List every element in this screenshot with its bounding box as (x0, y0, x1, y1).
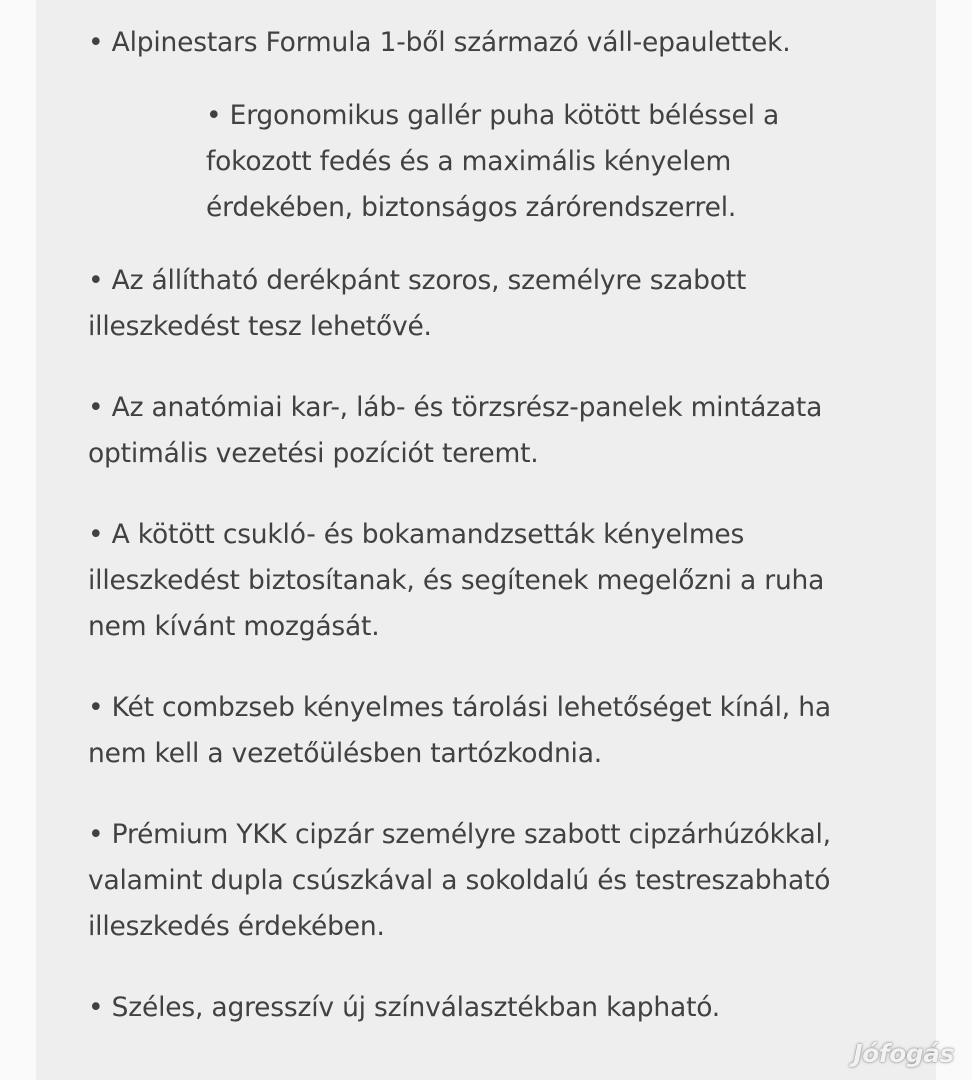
feature-bullet-thigh-pockets: • Két combzseb kényelmes tárolási lehetőséget kínál, ha nem kell a vezetőülésben tartózkodnia. (88, 692, 831, 769)
feature-bullet-anatomical-panels: • Az anatómiai kar-, láb- és törzsrész-panelek mintázata optimális vezetési pozíciót teremt. (88, 392, 823, 469)
jofogas-watermark: Jófogás (853, 1039, 954, 1068)
feature-bullet-collar: • Ergonomikus gallér puha kötött béléssel a fokozott fedés és a maximális kényelem érdekében, biztonságos zárórendszerrel. (206, 100, 780, 223)
feature-bullet-ykk-zipper: • Prémium YKK cipzár személyre szabott cipzárhúzókkal, valamint dupla csúszkával a sokoldalú és testreszabható illeszkedés érdekében. (88, 819, 831, 942)
feature-list (88, 20, 888, 1066)
left-margin (0, 0, 36, 1080)
feature-bullet-cuffs: • A kötött csukló- és bokamandzsetták kényelmes illeszkedést biztosítanak, és segítenek megelőzni a ruha nem kívánt mozgását. (88, 519, 825, 642)
feature-bullet-shoulder-epaulettes: • Alpinestars Formula 1-ből származó váll-epaulettek. (88, 27, 791, 58)
right-margin (936, 0, 972, 1080)
feature-bullet-colorways: • Széles, agresszív új színválasztékban kapható. (88, 992, 721, 1023)
feature-bullet-waistband: • Az állítható derékpánt szoros, személyre szabott illeszkedést tesz lehetővé. (88, 265, 747, 342)
